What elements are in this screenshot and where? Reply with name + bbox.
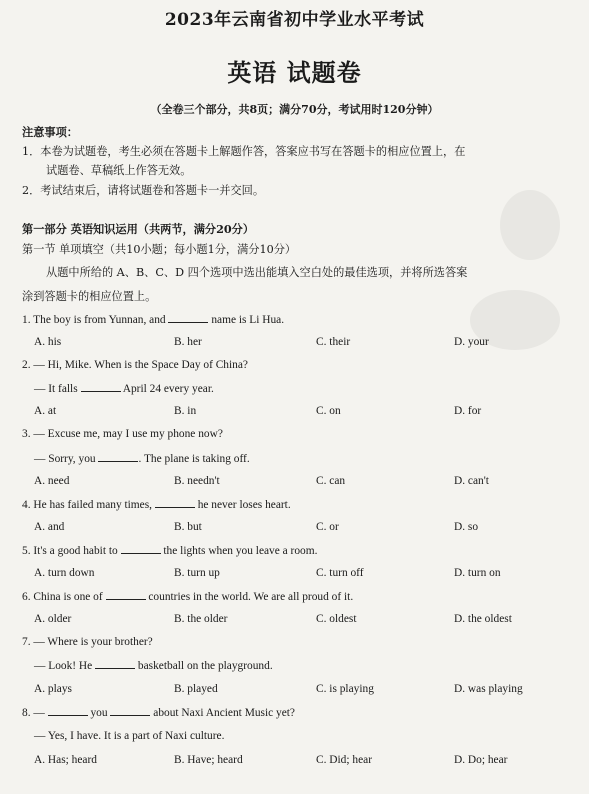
answer-blank — [81, 382, 121, 392]
note-item: 2．考试结束后，请将试题卷和答题卡一并交回。 — [22, 184, 265, 197]
question-response: — Look! He basketball on the playground. — [34, 660, 273, 672]
option-d: D. was playing — [454, 683, 523, 695]
option-c: C. or — [316, 521, 339, 533]
question-response: — It falls April 24 every year. — [34, 383, 214, 395]
option-a: A. at — [34, 405, 57, 417]
note-item: 1．本卷为试题卷，考生必须在答题卡上解题作答，答案应书写在答题卡的相应位置上，在 — [22, 145, 466, 158]
option-c: C. their — [316, 336, 351, 348]
instructions: 从题中所给的 A、B、C、D 四个选项中选出能填入空白处的最佳选项，并将所选答案 — [46, 266, 468, 279]
option-c: C. is playing — [316, 683, 374, 695]
option-d: D. Do; hear — [454, 754, 508, 766]
option-a: A. older — [34, 613, 72, 625]
question-stem: 6. China is one of countries in the world. We are all proud of it. — [22, 591, 354, 603]
question-stem: 2. — Hi, Mike. When is the Space Day of China? — [22, 359, 248, 371]
option-a: A. plays — [34, 683, 72, 695]
answer-options — [34, 754, 574, 769]
option-b: B. played — [174, 683, 218, 695]
exam-title: 2023年云南省初中学业水平考试 — [164, 10, 425, 30]
option-b: B. her — [174, 336, 202, 348]
part-title: 第一部分 英语知识运用（共两节，满分20分） — [22, 222, 255, 236]
option-a: A. his — [34, 336, 62, 348]
option-b: B. Have; heard — [174, 754, 243, 766]
option-c: C. on — [316, 405, 341, 417]
answer-options — [34, 336, 574, 351]
answer-options — [34, 613, 574, 628]
answer-blank — [106, 590, 146, 600]
answer-options — [34, 405, 574, 420]
question-response: — Yes, I have. It is a part of Naxi culture. — [34, 730, 225, 742]
option-a: A. and — [34, 521, 65, 533]
question-stem: 4. He has failed many times, he never loses heart. — [22, 499, 291, 511]
option-d: D. can't — [454, 475, 489, 487]
option-c: C. Did; hear — [316, 754, 372, 766]
option-d: D. so — [454, 521, 479, 533]
answer-blank — [110, 706, 150, 716]
option-d: D. your — [454, 336, 489, 348]
answer-blank — [48, 706, 88, 716]
question-stem: 5. It's a good habit to the lights when you leave a room. — [22, 545, 318, 557]
option-b: B. turn up — [174, 567, 220, 579]
exam-info: （全卷三个部分，共8页；满分70分，考试用时120分钟） — [150, 103, 439, 116]
notes-heading: 注意事项： — [22, 125, 78, 139]
instructions: 涂到答题卡的相应位置上。 — [22, 290, 157, 303]
answer-options — [34, 475, 574, 490]
subsection-title: 第一节 单项填空（共10小题；每小题1分，满分10分） — [22, 243, 297, 256]
option-c: C. can — [316, 475, 346, 487]
option-b: B. but — [174, 521, 202, 533]
question-stem: 1. The boy is from Yunnan, and name is Li Hua. — [22, 314, 285, 326]
answer-blank — [155, 498, 195, 508]
answer-options — [34, 567, 574, 582]
option-d: D. turn on — [454, 567, 501, 579]
option-b: B. in — [174, 405, 197, 417]
answer-options — [34, 683, 574, 698]
option-a: A. Has; heard — [34, 754, 97, 766]
answer-blank — [168, 313, 208, 323]
answer-blank — [121, 544, 161, 554]
question-stem: 7. — Where is your brother? — [22, 636, 153, 648]
note-item: 试题卷、草稿纸上作答无效。 — [46, 164, 192, 177]
option-d: D. for — [454, 405, 482, 417]
option-a: A. need — [34, 475, 70, 487]
question-response: — Sorry, you . The plane is taking off. — [34, 453, 250, 465]
option-c: C. turn off — [316, 567, 364, 579]
paper-title: 英语 试题卷 — [227, 58, 362, 87]
answer-blank — [95, 659, 135, 669]
option-c: C. oldest — [316, 613, 357, 625]
option-a: A. turn down — [34, 567, 95, 579]
option-b: B. needn't — [174, 475, 220, 487]
option-b: B. the older — [174, 613, 228, 625]
question-stem: 3. — Excuse me, may I use my phone now? — [22, 428, 223, 440]
answer-options — [34, 521, 574, 536]
question-stem: 8. — you about Naxi Ancient Music yet? — [22, 707, 295, 719]
answer-blank — [98, 452, 138, 462]
option-d: D. the oldest — [454, 613, 512, 625]
